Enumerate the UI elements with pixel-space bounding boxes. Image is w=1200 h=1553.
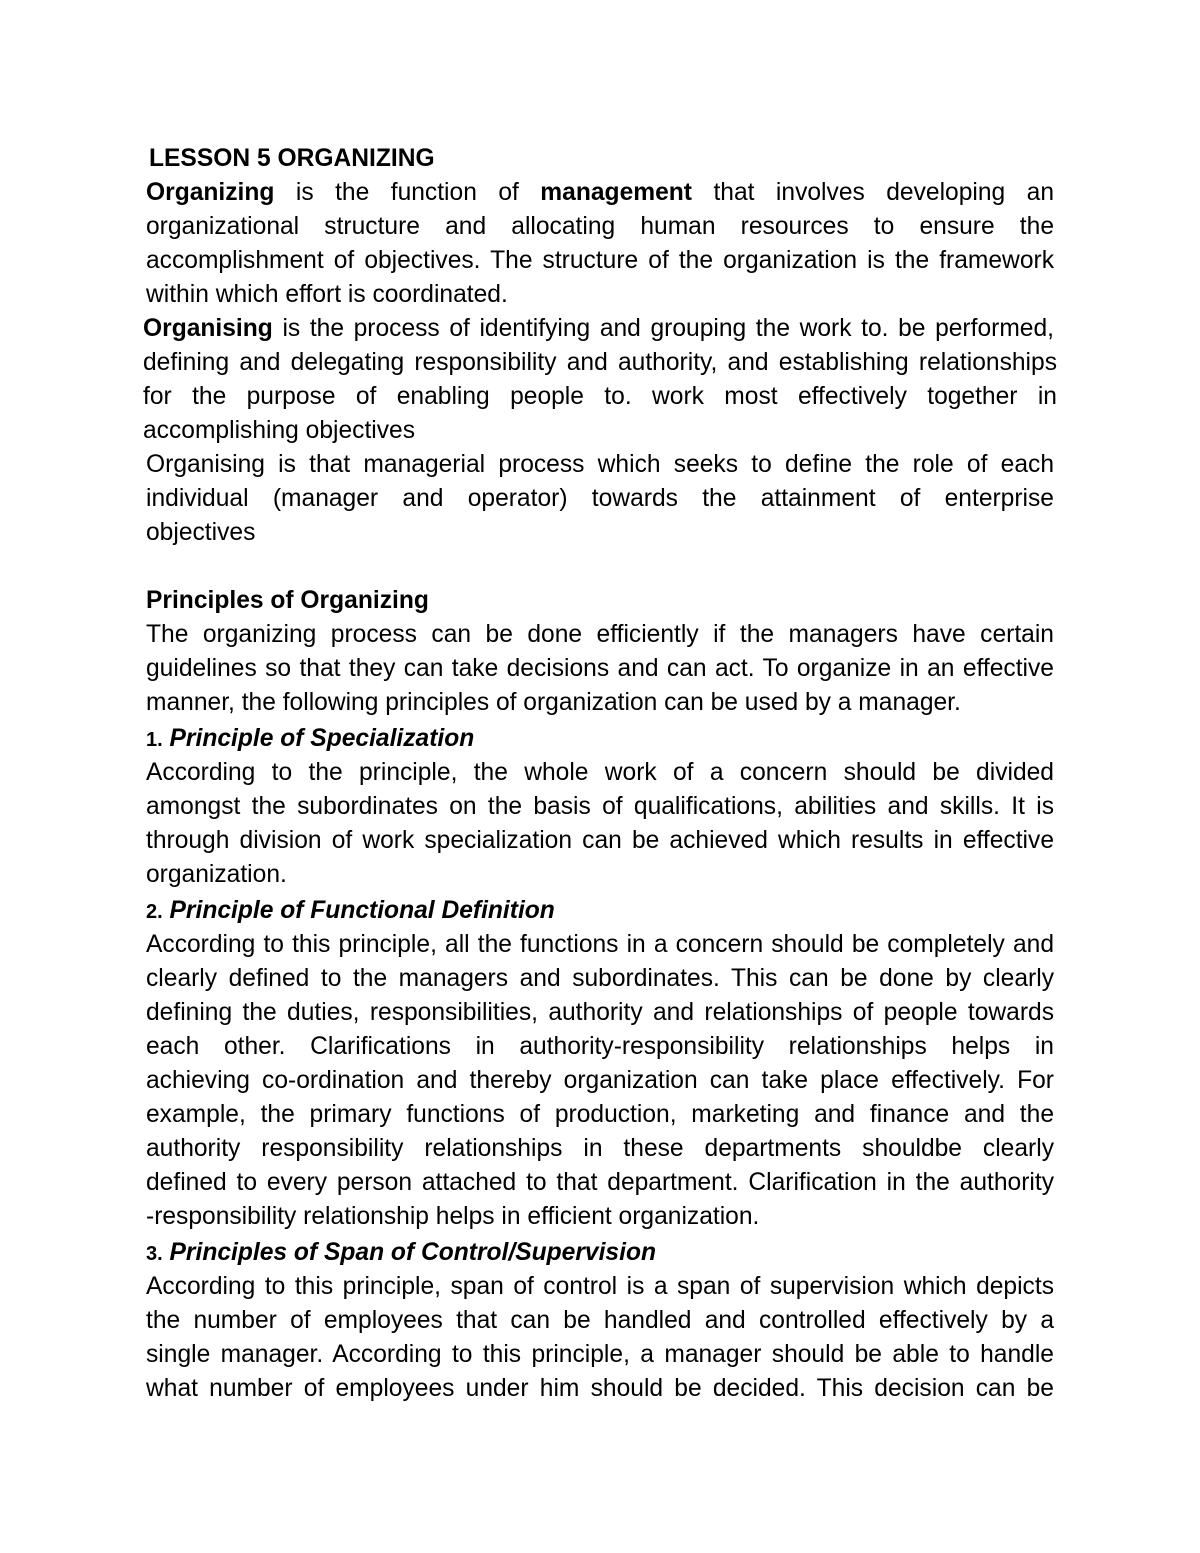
p2-line-5: achieving co-ordination and thereby organization can take place effectively. For: [146, 1067, 1054, 1094]
def2-line-3: for the purpose of enabling people to. work most effectively together in: [143, 383, 1057, 410]
principles-line-1: The organizing process can be done efficiently if the managers have certain: [146, 621, 1054, 648]
def2-line-4: accomplishing objectives: [143, 417, 416, 444]
p1-heading: [146, 722, 474, 756]
intro-line-2: organizational structure and allocating human resources to ensure the: [146, 213, 1054, 240]
p1-line-3: through division of work specialization can be achieved which results in effective: [146, 827, 1054, 854]
p2-number: 2.: [146, 901, 163, 923]
def2-line-1: Organising is the process of identifying and grouping the work to. be performed,: [143, 315, 1054, 342]
p2-line-6: example, the primary functions of production, marketing and finance and the: [146, 1101, 1054, 1128]
def3-line-1: Organising is that managerial process which seeks to define the role of each: [146, 451, 1054, 478]
principles-heading: Principles of Organizing: [146, 587, 429, 614]
term-organizing: Organizing: [146, 179, 275, 206]
p2-heading: [146, 894, 555, 928]
p1-title: Principle of Specialization: [169, 725, 475, 752]
term-management: management: [540, 179, 693, 206]
p2-line-4: each other. Clarifications in authority-responsibility relationships helps in: [146, 1033, 1054, 1060]
def3-line-3: objectives: [146, 519, 256, 546]
term-organising: Organising: [143, 315, 273, 342]
p1-line-2: amongst the subordinates on the basis of qualifications, abilities and skills. It is: [146, 793, 1054, 820]
p2-line-2: clearly defined to the managers and subordinates. This can be done by clearly: [146, 965, 1054, 992]
p1-line-4: organization.: [146, 861, 287, 888]
p3-line-3: single manager. According to this principle, a manager should be able to handle: [146, 1341, 1054, 1368]
intro-line-4: within which effort is coordinated.: [146, 281, 508, 308]
p3-line-2: the number of employees that can be handled and controlled effectively by a: [146, 1307, 1054, 1334]
p3-title: Principles of Span of Control/Supervision: [169, 1239, 656, 1266]
lesson-title: LESSON 5 ORGANIZING: [149, 145, 435, 172]
p1-number: 1.: [146, 729, 163, 751]
p3-line-1: According to this principle, span of control is a span of supervision which depicts: [146, 1273, 1054, 1300]
principles-line-2: guidelines so that they can take decisions and can act. To organize in an effective: [146, 655, 1054, 682]
p3-number: 3.: [146, 1243, 163, 1265]
p2-title: Principle of Functional Definition: [169, 897, 555, 924]
p3-line-4: what number of employees under him should be decided. This decision can be: [146, 1375, 1054, 1402]
p2-line-7: authority responsibility relationships in these departments shouldbe clearly: [146, 1135, 1054, 1162]
intro-line-3: accomplishment of objectives. The structure of the organization is the framework: [146, 247, 1054, 274]
def3-line-2: individual (manager and operator) towards the attainment of enterprise: [146, 485, 1054, 512]
p3-heading: [146, 1236, 656, 1270]
p2-line-8: defined to every person attached to that department. Clarification in the authority: [146, 1169, 1054, 1196]
p1-line-1: According to the principle, the whole work of a concern should be divided: [146, 759, 1054, 786]
def2-line-2: defining and delegating responsibility and authority, and establishing relationships: [143, 349, 1057, 376]
principles-line-3: manner, the following principles of organization can be used by a manager.: [146, 689, 961, 716]
intro-line-1: Organizing is the function of management that involves developing an: [146, 179, 1055, 206]
p2-line-3: defining the duties, responsibilities, authority and relationships of people towards: [146, 999, 1054, 1026]
p2-line-1: According to this principle, all the functions in a concern should be completely and: [146, 931, 1054, 958]
p2-line-9: -responsibility relationship helps in efficient organization.: [146, 1203, 760, 1230]
